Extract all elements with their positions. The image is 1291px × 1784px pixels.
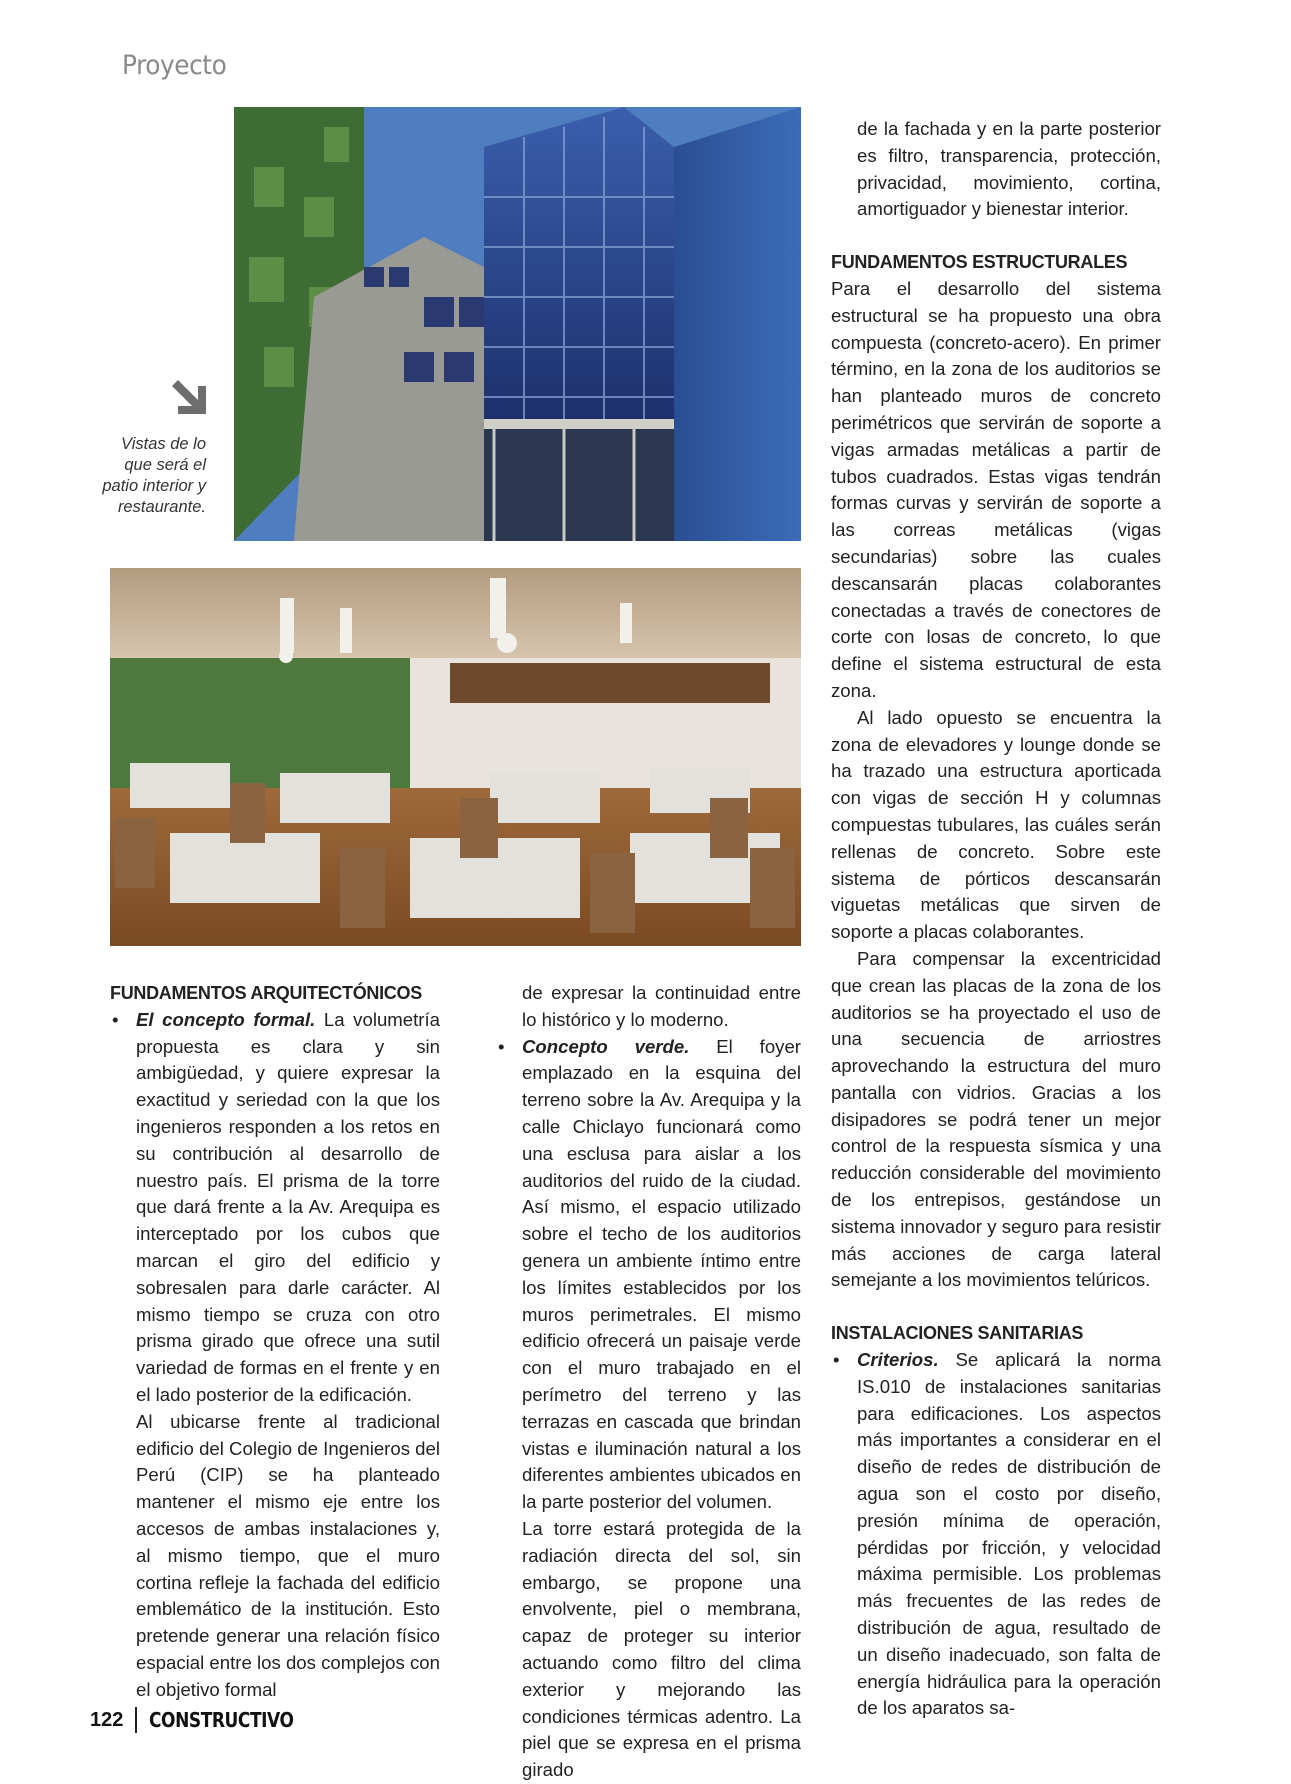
bullet-dot: • <box>498 1035 505 1057</box>
continuation-text: de la fachada y en la parte posterior es filtro, transparencia, protección, privacidad, movimiento, cortina, amortiguador y bienestar interior. <box>857 118 1161 220</box>
bullet-dot: • <box>833 1349 840 1371</box>
paragraph: Al lado opuesto se encuentra la zona de elevadores y lounge donde se ha trazado una estructura aporticada con vigas de sección H y columnas compuestas tubulares, las cuáles serán rellenas de concreto. Sobre este sistema de pórticos descansarán viguetas metálicas que sirven de soporte a placas colaborantes. <box>831 706 1161 943</box>
column-middle <box>496 980 801 1784</box>
bullet-dot: • <box>112 1008 119 1030</box>
heading-fundamentos-arquitectonicos: FUNDAMENTOS ARQUITECTÓNICOS <box>110 983 422 1003</box>
exterior-courtyard-render <box>234 107 801 541</box>
bullet-title: El concepto formal. <box>136 1008 316 1030</box>
paragraph: Para compensar la excentricidad que crean las placas de la zona de los auditorios se ha proyectado el uso de una secuencia de arriostres aprovechando la estructura del muro pantalla con vidrios. Gracias a los disipadores se podrá tener un mejor control de la respuesta sísmica y una reducción considerable del movimiento de los entrepisos, gestándose un sistema innovador y seguro para resistir más acciones de carga lateral semejante a los movimientos telúricos. <box>831 947 1161 1291</box>
bullet-title: Criterios. <box>857 1349 939 1371</box>
paragraph: Para el desarrollo del sistema estructural se ha propuesto una obra compuesta (concreto-acero). En primer término, en la zona de los auditorios se han planteado muros de concreto perimétricos que servirán de soporte a vigas armadas metálicas a partir de tubos cuadrados. Estas vigas tendrán formas curvas y servirán de soporte a las correas metálicas (vigas secundarias) sobre las cuales descansarán placas colaborantes conectadas a través de conectores de corte con losas de concreto, lo que define el sistema estructural de esta zona. <box>831 277 1161 701</box>
bullet-title: Concepto verde. <box>522 1035 690 1057</box>
magazine-name: CONSTRUCTIVO <box>149 1708 294 1732</box>
paragraph: La torre estará protegida de la radiación directa del sol, sin embargo, se propone una envolvente, piel o membrana, capaz de proteger su interior actuando como filtro del clima exterior y mejorando las condiciones térmicas adentro. La piel que se expresa en el prisma girado <box>522 1517 801 1781</box>
restaurant-interior-render <box>110 568 801 946</box>
column-left <box>110 980 440 1704</box>
heading-fundamentos-estructurales: FUNDAMENTOS ESTRUCTURALES <box>831 252 1128 273</box>
bullet-criterios <box>831 1347 1161 1722</box>
paragraph: Al ubicarse frente al tradicional edificio del Colegio de Ingenieros del Perú (CIP) se ha planteado mantener el mismo eje entre los accesos de ambas instalaciones y, al mismo tiempo, que el muro cortina refleje la fachada del edificio emblemático de la institución. Esto pretende generar una relación físico espacial entre los dos complejos con el objetivo formal <box>136 1410 440 1700</box>
bullet-concepto-verde <box>496 1034 801 1784</box>
section-label: Proyecto <box>122 50 227 81</box>
bullet-text: La volumetría propuesta es clara y sin ambigüedad, y quiere expresar la exactitud y seriedad con la que los ingenieros responden a los retos en su contribución al desarrollo de nuestro país. El prisma de la torre que dará frente a la Av. Arequipa es interceptado por los cubos que marcan el giro del edificio y sobresalen para darle carácter. Al mismo tiempo se cruza con otro prisma girado que ofrece una sutil variedad de formas en el frente y en el lado posterior de la edificación. <box>136 1008 440 1405</box>
bullet-text: Se aplicará la norma IS.010 de instalaciones sanitarias para edificaciones. Los aspectos más importantes a considerar en el diseño de redes de distribución de agua son el costo por diseño, presión mínima de operación, pérdidas por fricción, y velocidad máxima permisible. Los problemas más frecuentes de las redes de distribución de agua, resultado de un diseño inadecuado, son falta de energía hidráulica para la operación de los aparatos sa- <box>857 1349 1161 1719</box>
image-caption: Vistas de lo que será el patio interior y restaurante. <box>102 435 206 516</box>
footer-divider <box>135 1707 137 1733</box>
continuation-text: de expresar la continuidad entre lo histórico y lo moderno. <box>522 982 801 1030</box>
bullet-concepto-formal <box>110 1007 440 1704</box>
page-footer <box>90 1707 319 1733</box>
arrow-down-right-icon <box>168 376 208 416</box>
heading-instalaciones-sanitarias: INSTALACIONES SANITARIAS <box>831 1323 1084 1344</box>
bullet-text: El foyer emplazado en la esquina del terreno sobre la Av. Arequipa y la calle Chiclayo funcionará como una esclusa para aislar a los auditorios del ruido de la ciudad. Así mismo, el espacio utilizado sobre el techo de los auditorios genera un ambiente íntimo entre los límites establecidos por los muros perimetrales. El mismo edificio ofrecerá un paisaje verde con el muro trabajado en el perímetro del terreno y las terrazas en cascada que brindan vistas e iluminación natural a los diferentes ambientes ubicados en la parte posterior del volumen. <box>522 1035 801 1513</box>
page-number: 122 <box>90 1708 124 1731</box>
column-right <box>831 116 1161 1722</box>
